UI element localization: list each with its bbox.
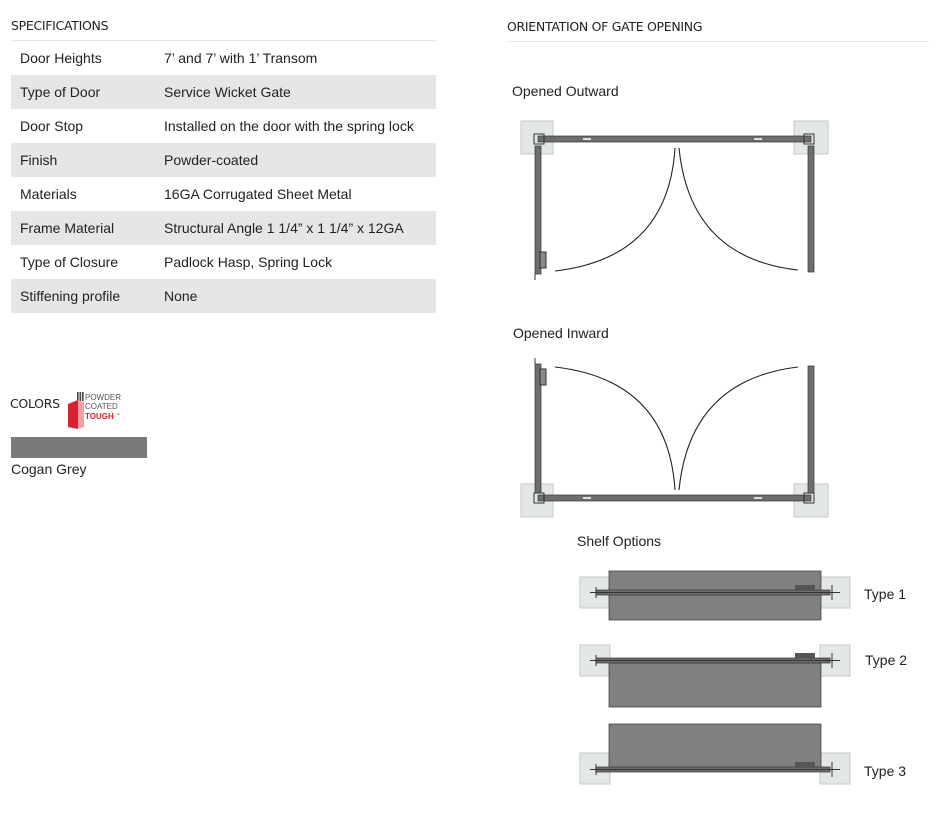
table-row [11,177,436,211]
table-row [11,41,436,75]
gate-opened-outward-diagram [518,118,833,283]
shelf-type-label: Type 1 [864,586,907,602]
spec-label: Door Stop [20,118,84,134]
shelf-type-label: Type 2 [865,652,908,668]
shelf-options-title: Shelf Options [577,533,662,549]
color-name: Cogan Grey [11,461,87,477]
spec-label: Frame Material [11,211,164,245]
spec-value: None [164,279,436,313]
specifications-table [11,41,436,313]
table-row [11,109,436,143]
spec-label: Stiffening profile [11,279,164,313]
opened-outward-label: Opened Outward [512,83,619,99]
spec-value: 16GA Corrugated Sheet Metal [164,186,352,202]
table-row [11,75,436,109]
svg-text:™: ™ [116,412,120,417]
svg-text:POWDER: POWDER [85,393,121,402]
spec-value: Powder-coated [164,143,436,177]
spec-label: Materials [20,186,77,202]
spec-value: Installed on the door with the spring lock [164,118,414,134]
spec-value: Structural Angle 1 1/4” x 1 1/4” x 12GA [164,211,436,245]
table-row [11,245,436,279]
spec-value: Padlock Hasp, Spring Lock [164,254,333,270]
spec-label: Finish [11,143,164,177]
shelf-type-3-diagram [578,722,853,787]
shelf-type-label: Type 3 [864,763,907,779]
opened-inward-label: Opened Inward [513,325,609,341]
table-row [11,143,436,177]
svg-text:TOUGH: TOUGH [85,412,114,421]
gate-opened-inward-diagram [518,358,833,523]
spec-label: Type of Door [11,75,164,109]
specifications-title: SPECIFICATIONS [11,18,437,41]
shelf-type-2-diagram [578,643,853,708]
spec-value: 7’ and 7’ with 1’ Transom [164,50,318,66]
spec-label: Door Heights [20,50,102,66]
colors-title: COLORS [10,396,60,411]
spec-value: Service Wicket Gate [164,75,436,109]
orientation-title: ORIENTATION OF GATE OPENING [507,19,929,42]
svg-text:COATED: COATED [85,402,118,411]
spec-label: Type of Closure [20,254,119,270]
table-row [11,279,436,313]
table-row [11,211,436,245]
powder-coated-tough-logo [66,391,130,431]
color-swatch-cogan-grey [11,437,147,458]
shelf-type-1-diagram [578,570,853,625]
